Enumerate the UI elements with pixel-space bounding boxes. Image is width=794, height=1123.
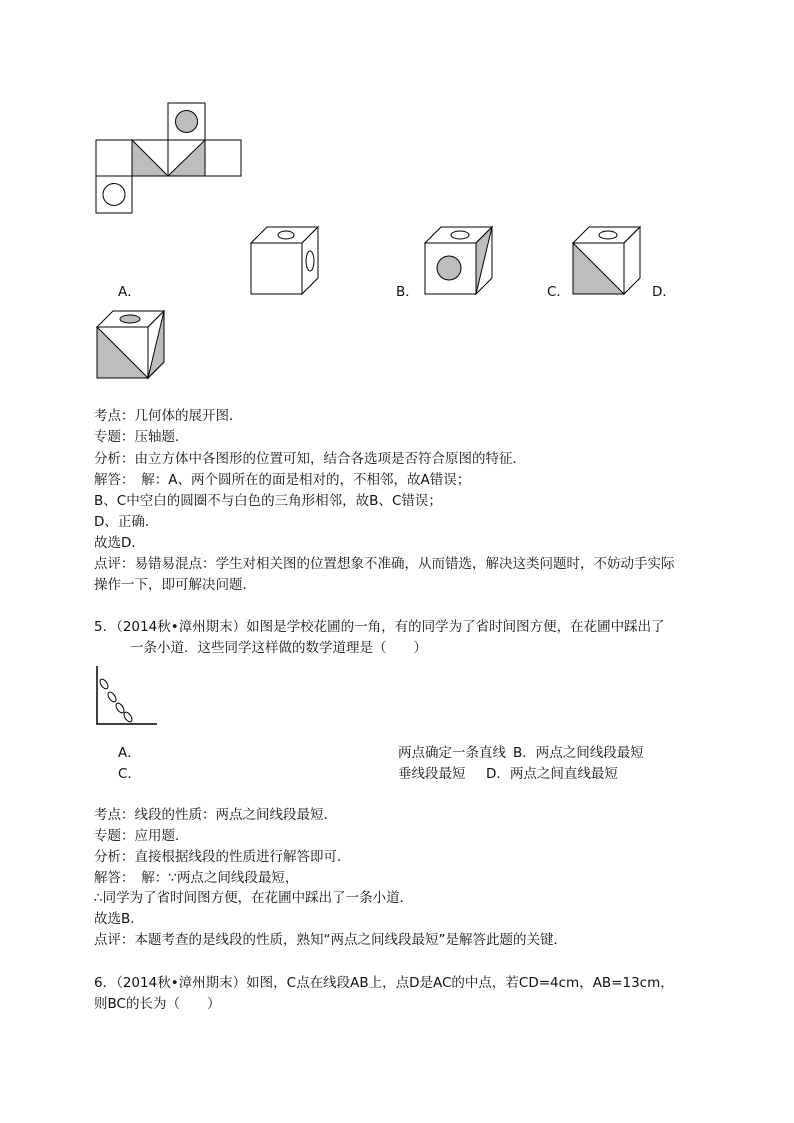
q5-option-a-text: 两点确定一条直线 <box>398 745 506 761</box>
q5-option-a-label: A． <box>118 745 141 761</box>
option-a-label: A． <box>118 284 141 300</box>
question-6-text-cont: 则BC的长为（ ） <box>94 996 221 1012</box>
garden-path-figure <box>94 664 160 726</box>
analysis-line: 分析：由立方体中各图形的位置可知，结合各选项是否符合原图的特征． <box>94 451 526 467</box>
analysis-line: B、C中空白的圆圈不与白色的三角形相邻，故B、C错误； <box>94 493 442 509</box>
q5-option-d: D．两点之间直线最短 <box>486 766 618 782</box>
cube-option-d <box>96 310 166 380</box>
option-d-label: D． <box>652 284 676 300</box>
analysis-line: 专题：应用题． <box>94 828 189 844</box>
analysis-line: 解答： 解：∵两点之间线段最短， <box>94 870 299 886</box>
q5-option-c-text: 垂线段最短 <box>398 766 466 782</box>
question-6-text: 6．（2014秋•漳州期末）如图，C点在线段AB上，点D是AC的中点，若CD=4cm，AB=13cm， <box>94 975 674 991</box>
analysis-line: 点评：本题考查的是线段的性质，熟知“两点之间线段最短”是解答此题的关键． <box>94 932 567 948</box>
option-b-label: B． <box>396 284 419 300</box>
analysis-line: 分析：直接根据线段的性质进行解答即可． <box>94 849 351 865</box>
question-5-text-cont: 一条小道．这些同学这样做的数学道理是（ ） <box>130 640 427 656</box>
cube-option-a <box>250 226 320 296</box>
q5-option-c-label: C． <box>118 766 141 782</box>
cube-option-c <box>572 226 642 296</box>
analysis-line: 考点：线段的性质：两点之间线段最短． <box>94 807 337 823</box>
analysis-line: 故选B． <box>94 911 144 927</box>
analysis-line: 专题：压轴题． <box>94 429 189 445</box>
analysis-line: ∴同学为了省时间图方便，在花圃中踩出了一条小道． <box>94 890 414 906</box>
analysis-line: 点评：易错易混点：学生对相关图的位置想象不准确，从而错选，解决这类问题时，不妨动手实际 <box>94 556 675 572</box>
question-5-text: 5．（2014秋•漳州期末）如图是学校花圃的一角，有的同学为了省时间图方便，在花圃中踩出了 <box>94 619 665 635</box>
q5-option-b: B．两点之间线段最短 <box>513 745 644 761</box>
analysis-line: 考点：几何体的展开图． <box>94 408 243 424</box>
blank-circle <box>103 184 125 206</box>
cube-net-figure <box>94 102 244 214</box>
cube-option-b <box>424 226 494 296</box>
option-c-label: C． <box>547 284 570 300</box>
analysis-line: D、正确． <box>94 514 159 530</box>
analysis-line: 操作一下，即可解决问题． <box>94 577 256 593</box>
analysis-line: 故选D． <box>94 535 145 551</box>
analysis-line: 解答： 解：A、两个圆所在的面是相对的，不相邻，故A错误； <box>94 472 471 488</box>
shaded-circle <box>176 111 198 133</box>
